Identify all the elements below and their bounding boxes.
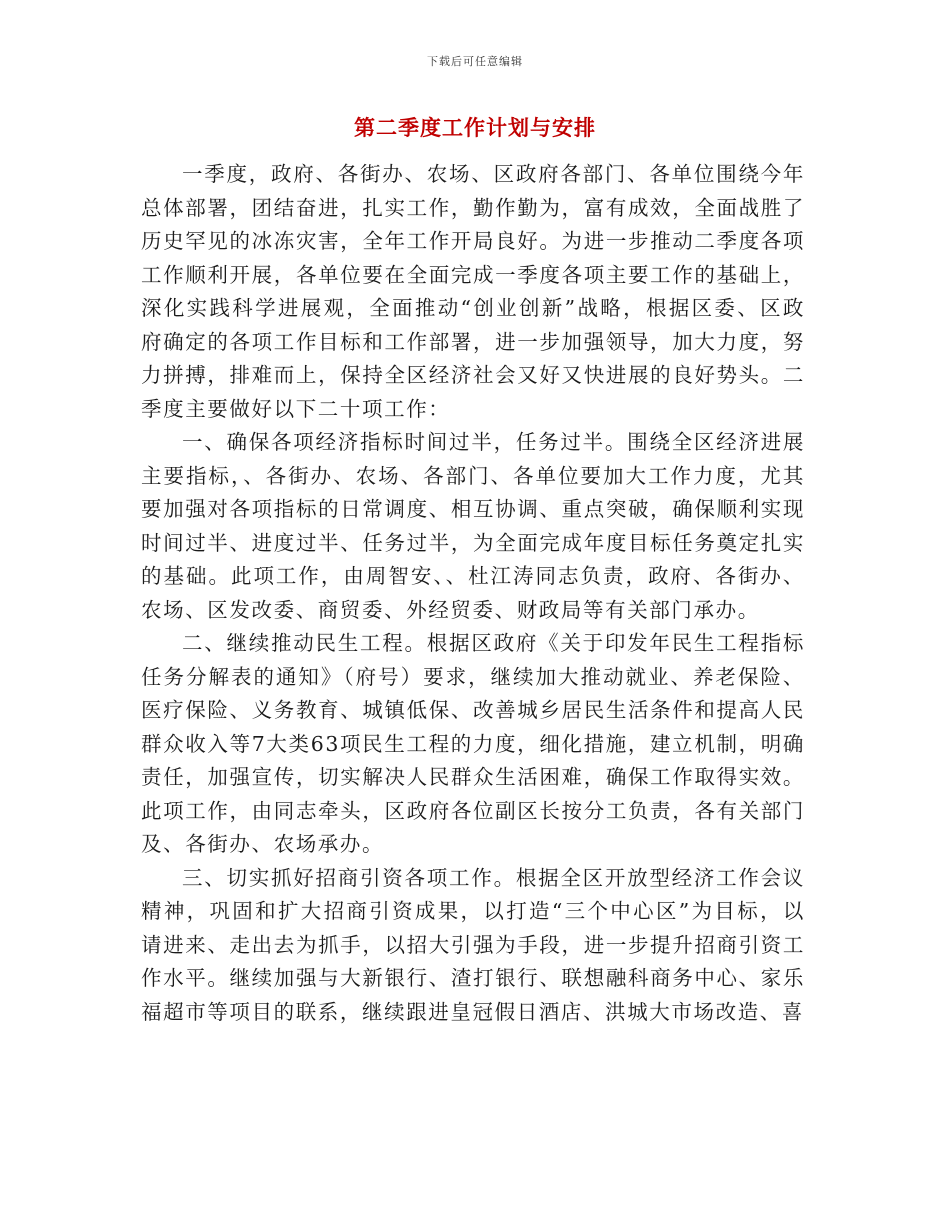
document-body	[141, 158, 805, 1029]
document-title: 第二季度工作计划与安排	[354, 116, 596, 140]
paragraph-item-3: 三、切实抓好招商引资各项工作。根据全区开放型经济工作会议精神，巩固和扩大招商引资成果，以打造“三个中心区”为目标，以请进来、走出去为抓手，以招大引强为手段，进一步提升招商引资工作水平。继续加强与大新银行、渣打银行、联想融科商务中心、家乐福超市等项目的联系，继续跟进皇冠假日酒店、洪城大市场改造、喜	[141, 865, 805, 1024]
paragraph-item-1: 一、确保各项经济指标时间过半，任务过半。围绕全区经济进展主要指标，、各街办、农场、各部门、各单位要加大工作力度，尤其要加强对各项指标的日常调度、相互协调、重点突破，确保顺利实现时间过半、进度过半、任务过半，为全面完成年度目标任务奠定扎实的基础。此项工作，由周智安、、杜江涛同志负责，政府、各街办、农场、区发改委、商贸委、外经贸委、财政局等有关部门承办。	[141, 430, 805, 622]
paragraph-intro: 一季度，政府、各街办、农场、区政府各部门、各单位围绕今年总体部署，团结奋进，扎实工作，勤作勤为，富有成效，全面战胜了历史罕见的冰冻灾害，全年工作开局良好。为进一步推动二季度各项工作顺利开展，各单位要在全面完成一季度各项主要工作的基础上，深化实践科学进展观，全面推动“创业创新”战略，根据区委、区政府确定的各项工作目标和工作部署，进一步加强领导，加大力度，努力拼搏，排难而上，保持全区经济社会又好又快进展的良好势头。二季度主要做好以下二十项工作：	[141, 162, 805, 421]
paragraph-item-2: 二、继续推动民生工程。根据区政府《关于印发年民生工程指标任务分解表的通知》（府号）要求，继续加大推动就业、养老保险、医疗保险、义务教育、城镇低保、改善城乡居民生活条件和提高人民群众收入等7大类63项民生工程的力度，细化措施，建立机制，明确责任，加强宣传，切实解决人民群众生活困难，确保工作取得实效。此项工作，由同志牵头，区政府各位副区长按分工负责，各有关部门及、各街办、农场承办。	[141, 631, 805, 856]
header-note: 下载后可任意编辑	[427, 55, 523, 68]
